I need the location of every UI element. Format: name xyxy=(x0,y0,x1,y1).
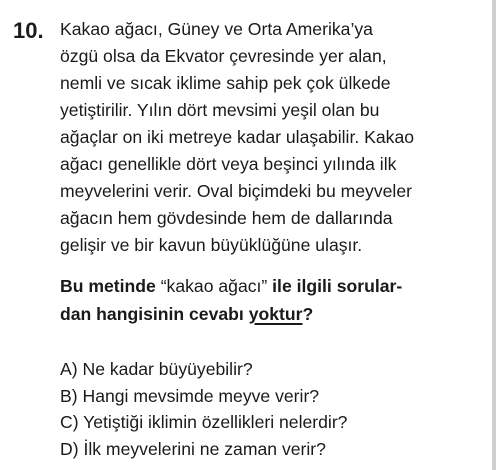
option-c[interactable]: C) Yetiştiği iklimin özellikleri nelerdir? xyxy=(60,412,348,432)
answer-options xyxy=(60,356,485,462)
option-a[interactable]: A) Ne kadar büyüyebilir? xyxy=(60,359,253,379)
stem-text: Bu metinde xyxy=(60,276,161,296)
stem-text: ? xyxy=(302,304,314,324)
stem-quoted-term: “kakao ağacı” xyxy=(160,276,268,296)
passage-line: ağacın hem gövdesinde hem de dallarında xyxy=(60,208,393,228)
option-d[interactable]: D) İlk meyvelerini ne zaman verir? xyxy=(60,438,326,459)
stem-text: dan hangisinin cevabı xyxy=(60,304,249,324)
passage-line: ağacı genellikle dört veya beşinci yılında ilk xyxy=(60,154,397,174)
passage xyxy=(60,16,485,259)
passage-line: meyvelerini verir. Oval biçimdeki bu meyveler xyxy=(60,181,412,201)
page-edge-divider xyxy=(492,0,496,470)
option-b[interactable]: B) Hangi mevsimde meyve verir? xyxy=(60,385,320,406)
stem-line-2 xyxy=(60,300,485,328)
passage-line: Kakao ağacı, Güney ve Orta Amerika’ya xyxy=(60,19,373,39)
stem-underlined-word: yoktur xyxy=(248,304,303,324)
passage-line: ağaçlar on iki metreye kadar ulaşabilir. Kakao xyxy=(60,127,415,147)
passage-line: özgü olsa da Ekvator çevresinde yer alan, xyxy=(60,46,387,66)
stem-text: ile ilgili sorular- xyxy=(267,276,403,296)
passage-line: yetiştirilir. Yılın dört mevsimi yeşil olan bu xyxy=(60,100,380,120)
passage-line: gelişir ve bir kavun büyüklüğüne ulaşır. xyxy=(60,235,363,255)
passage-line: nemli ve sıcak iklime sahip pek çok ülkede xyxy=(60,73,391,93)
question-stem xyxy=(60,272,485,328)
question-number: 10. xyxy=(13,18,44,43)
stem-line-1 xyxy=(60,272,485,300)
